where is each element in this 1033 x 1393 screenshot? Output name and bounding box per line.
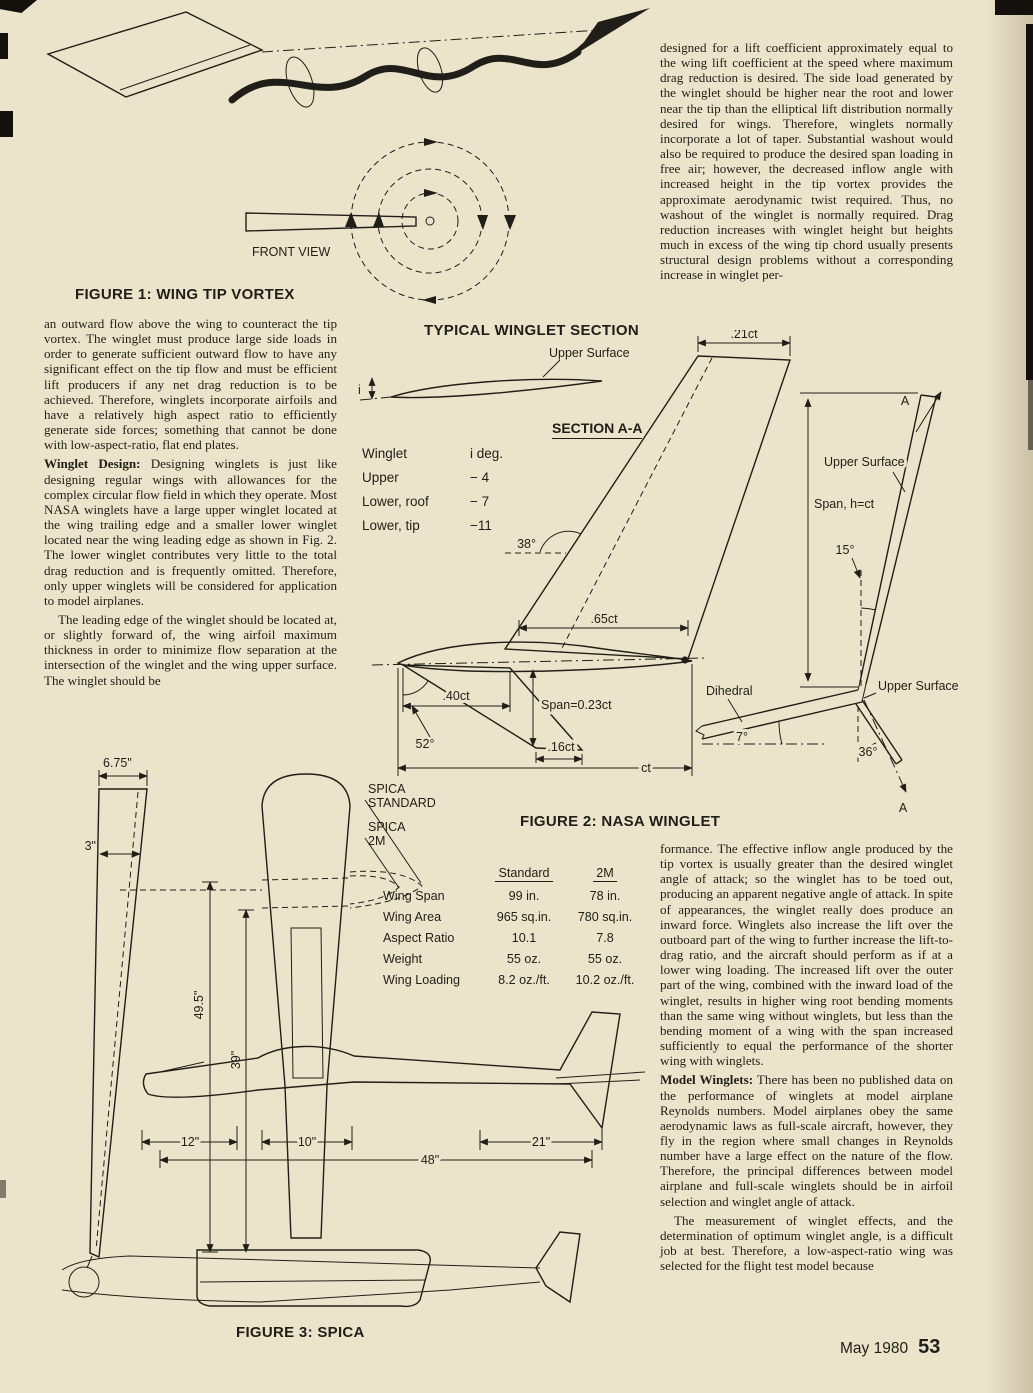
paragraph (660, 1213, 953, 1274)
upper-surface-lower-label: Upper Surface (878, 679, 959, 693)
column-header (485, 866, 563, 882)
spica-standard-label-2: STANDARD (368, 796, 436, 810)
paragraph-lead: Winglet Design: (44, 456, 141, 472)
dim-label-21ct: .21ct (730, 330, 758, 341)
dim-label-ct: ct (641, 761, 651, 775)
winglet-front-view-drawing (696, 392, 959, 815)
right-column-top (660, 40, 953, 287)
row-name: Weight (383, 952, 422, 966)
scan-artifact (0, 111, 13, 137)
paragraph (660, 40, 953, 283)
upper-surface-right-label: Upper Surface (824, 455, 905, 469)
cell-value: 55 oz. (506, 952, 542, 966)
cell-value: 780 sq.in. (577, 910, 633, 924)
wing-panel-front-view (69, 756, 262, 1297)
row-name: Upper (362, 470, 399, 485)
winglet-section-title: TYPICAL WINGLET SECTION (424, 322, 639, 339)
cell-value: 55 oz. (587, 952, 623, 966)
section-a-top-label: A (900, 394, 910, 408)
paragraph-text: Designing winglets is just like designing regular wings with allowances for the complex circular flow field in which they operate. Most NASA winglets have a large upper winglet located at the wing trailing edge and a smaller lower winglet located near the wing leading edge as shown in Fig. 2. The lower winglet contributes very little to the total drag reduction and is frequently omitted. Therefore, only upper winglets will be considered for application to model airplanes. (44, 456, 337, 608)
section-a-bottom-label: A (898, 801, 908, 815)
paragraph-text: The leading edge of the winglet should be located at, or slightly forward of, the wing airfoil maximum thickness in order to minimize flow separation at the intersection of the winglet and the wing upper surface. The winglet should be (44, 611, 337, 688)
dim-label-48: 48" (420, 1153, 440, 1167)
paragraph (44, 612, 337, 688)
dim-label-495: 49.5" (192, 990, 206, 1020)
column-header: i deg. (470, 446, 504, 461)
column-header-label: 2M (593, 866, 617, 882)
spica-standard-label-1: SPICA (368, 782, 406, 796)
dihedral-label: Dihedral (706, 684, 753, 698)
paragraph (44, 316, 337, 452)
paragraph (660, 1072, 953, 1208)
paragraph (660, 841, 953, 1068)
fuselage-top-view (192, 774, 436, 1252)
dim-label-40ct: .40ct (442, 689, 470, 703)
page-footer (840, 1336, 940, 1359)
paragraph (44, 456, 337, 608)
dim-label-16ct: .16ct (547, 740, 575, 754)
vortex-arrowhead (560, 8, 650, 64)
row-value: − 4 (470, 470, 490, 485)
dim-label-10: 10" (297, 1135, 317, 1149)
table-row (362, 494, 530, 509)
dim-label-3: 3" (84, 839, 96, 853)
tailplane-and-lower-side-view (62, 1232, 580, 1306)
issue-date: May 1980 (840, 1340, 909, 1357)
paragraph-text: formance. The effective inflow angle produced by the tip vortex is usually greater than the desired winglet angle of attack; so the winglet has to be toed out, producing an apparent negative angle of attack. In spite of appearances, the winglet really does produce an inward force. Winglets also increase the lift over the outboard part of the wing to further increase the lift-to-drag ratio, and the aircraft should perform as if at a lower wing loading. The increased lift over the outer part of the wing, combined with the inward load of the winglet, results in higher wing root bending moments than the same wing without winglets, but less than the bending moment of a wing with the span increased sufficiently to equal the performance of the shorter wing with winglets. (660, 841, 953, 1069)
upper-surface-label: Upper Surface (549, 346, 630, 360)
winglet-incidence-table (362, 446, 530, 542)
figure2-caption: FIGURE 2: NASA WINGLET (520, 813, 721, 830)
row-name: Wing Area (383, 910, 442, 924)
row-name: Wing Span (383, 889, 445, 903)
cell-value: 10.2 oz./ft. (575, 973, 635, 987)
row-name: Lower, tip (362, 518, 420, 533)
spica-2m-label-2: 2M (368, 834, 386, 848)
lower-cant-label: 36° (858, 745, 878, 759)
table-row (362, 470, 530, 485)
span-h-label: Span, h=ct (814, 497, 875, 511)
dim-label-65ct: .65ct (590, 612, 618, 626)
side-view (142, 1012, 645, 1168)
paragraph-text: The measurement of winglet effects, and the determination of optimum winglet angle, is a difficult job at best. Therefore, a low-aspect-ratio wing was selected for the flight test model because (660, 1212, 953, 1274)
cell-value: 8.2 oz./ft. (498, 973, 550, 987)
scan-artifact (1028, 380, 1033, 450)
wing-3d-vortex-drawing (48, 8, 650, 110)
row-name: Lower, roof (362, 494, 429, 509)
spica-2m-label-1: SPICA (368, 820, 406, 834)
lower-span-label: Span=0.23ct (541, 698, 612, 712)
cell-value: 78 in. (589, 889, 621, 903)
spica-spec-table (383, 866, 647, 987)
scan-artifact (0, 33, 8, 59)
row-name: Aspect Ratio (383, 931, 455, 945)
section-aa-title: SECTION A-A (552, 420, 642, 439)
cell-value: 99 in. (508, 889, 540, 903)
figure3-caption: FIGURE 3: SPICA (236, 1324, 365, 1341)
typical-winglet-section-drawing (358, 346, 630, 400)
figure1-caption: FIGURE 1: WING TIP VORTEX (75, 286, 295, 303)
cell-value: 10.1 (511, 931, 537, 945)
column-header (563, 866, 647, 882)
figure1-artwork (15, 0, 660, 310)
paragraph-text: designed for a lift coefficient approximately equal to the wing lift coefficient at the speed where maximum drag reduction is desired. The side load generated by the winglet should be higher near the root and lower near the tip than the elliptical lift distribution normally desired for wings. Therefore, winglets normally incorporate a lot of taper. Substantial washout would also be required to produce the desired span loading in free air; however, the decreased inflow angle with increased height in the tip vortex provides the approximate aerodynamic twist required. Thus, no washout of the winglet is normally required. Drag reduction increases with winglet height but heights much in excess of the wing tip chord usually presents structural design problems without a corresponding increase in winglet per- (660, 40, 953, 283)
dihedral-angle-label: 7° (736, 730, 748, 744)
row-value: −11 (470, 518, 492, 533)
right-column-bottom (660, 841, 953, 1277)
row-value: − 7 (470, 494, 490, 509)
table-corner-cell (383, 866, 485, 882)
incidence-label: i (358, 383, 361, 397)
column-header-label: Standard (495, 866, 552, 882)
table-row (362, 518, 530, 533)
page-number: 53 (918, 1336, 941, 1358)
scan-artifact (995, 0, 1033, 15)
dim-label-12: 12" (180, 1135, 200, 1149)
figure3-artwork (25, 755, 650, 1325)
column-header: Winglet (362, 446, 408, 461)
paragraph-text: an outward flow above the wing to counteract the tip vortex. The winglet must produce large side loads in order to generate sufficient outward flow to have any significant effect on the tip flow and must be efficient lift producers if any net drag reduction is to be achieved. Therefore, winglets incorporate airfoils and have a relatively high aspect ratio to efficiently generate side forces; something that cannot be done with low-aspect-ratio, flat end plates. (44, 316, 337, 453)
paragraph-lead: Model Winglets: (660, 1072, 754, 1088)
row-name: Wing Loading (383, 973, 461, 987)
table-header-row (362, 446, 530, 461)
dim-label-39: 39" (229, 1050, 243, 1070)
cell-value: 965 sq.in. (496, 910, 552, 924)
scan-artifact (1026, 24, 1033, 380)
cell-value: 7.8 (596, 931, 614, 945)
cant-angle-label: 15° (835, 543, 855, 557)
dim-label-675: 6.75" (103, 756, 132, 770)
sweep-angle-label: 38° (517, 537, 536, 551)
left-column (44, 316, 337, 692)
front-view-label: FRONT VIEW (252, 245, 331, 259)
front-view-drawing (246, 138, 516, 304)
lower-sweep-label: 52° (415, 737, 435, 751)
scan-artifact (0, 1180, 6, 1198)
paragraph-text: There has been no published data on the performance of winglets at model airplane Reynolds numbers. Model airplanes obey the same aerodynamic laws as full-scale aircraft, however, they fly in the region where small changes in Reynolds number have a large effect on the nature of the flow. Therefore, the principal differences between model airplane and full-scale winglets should be in airfoil selection and winglet angle of attack. (660, 1072, 954, 1209)
dim-label-21: 21" (531, 1135, 551, 1149)
